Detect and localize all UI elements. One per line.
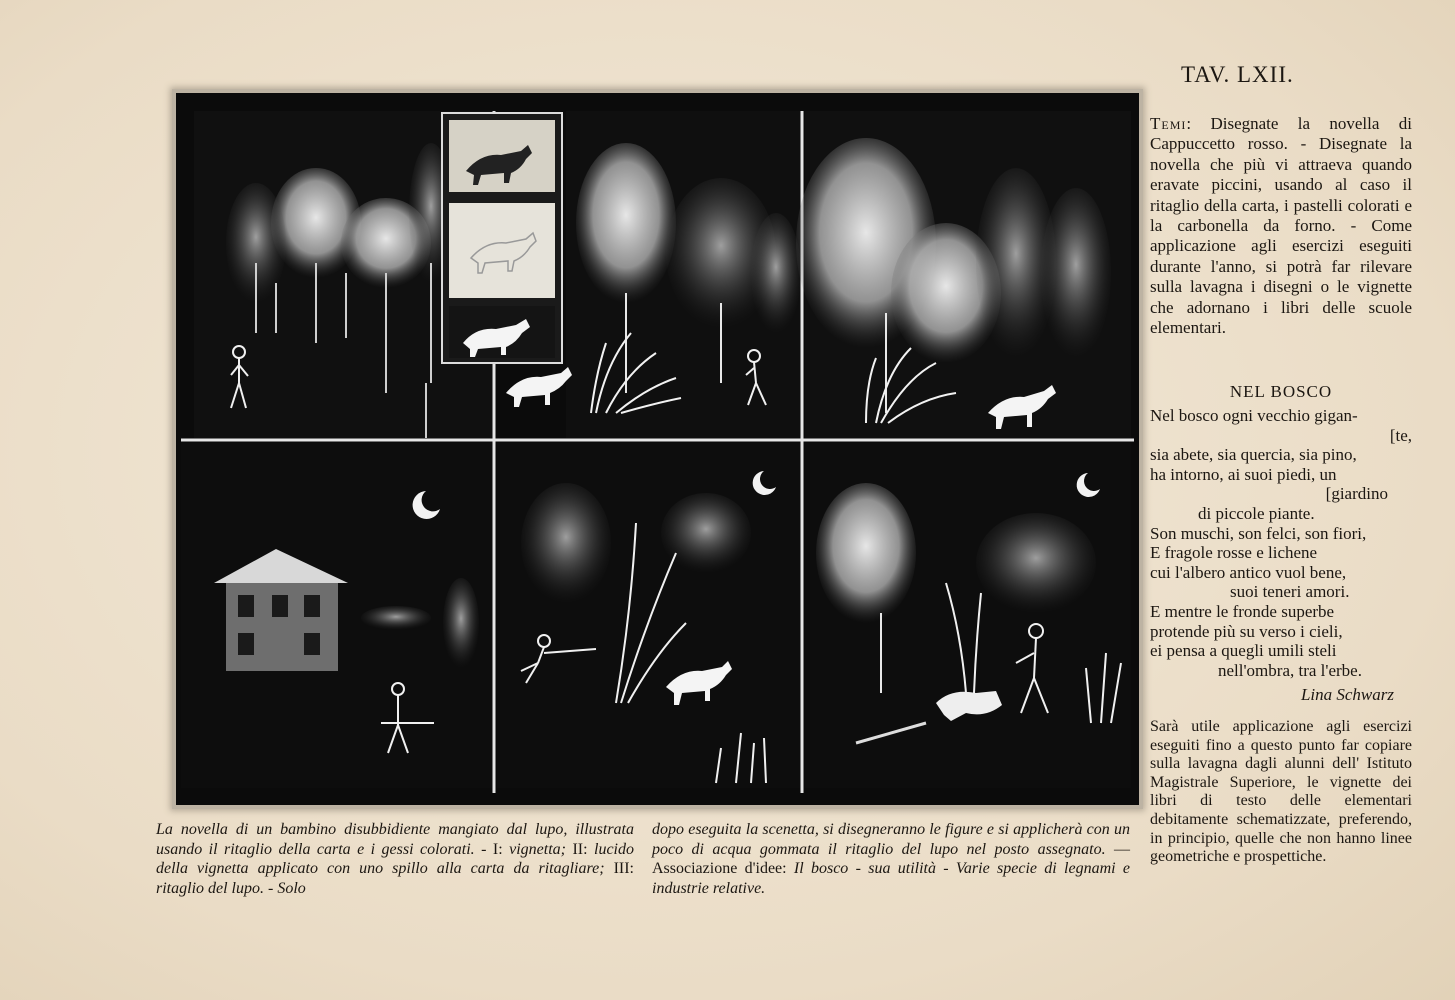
panel-5-hunter-wolf bbox=[497, 443, 800, 788]
poem-line: protende più su verso i cieli, bbox=[1150, 621, 1343, 641]
poem-line: [te, bbox=[1389, 425, 1412, 445]
poem-line: cui l'albero antico vuol bene, bbox=[1150, 562, 1347, 582]
caption-italic: dopo eseguita la scenetta, si disegneranno le figure e si applicherà con un poco di acqua gommata il ritaglio del lupo nel posto assegnato. bbox=[652, 821, 1130, 858]
caption-left-column bbox=[156, 820, 634, 898]
caption-text: III: bbox=[604, 860, 634, 877]
poem-line: nell'ombra, tra l'erbe. bbox=[1218, 660, 1362, 680]
caption-italic: Il bosco - sua utilità - Varie specie di legnami e industrie relative. bbox=[652, 860, 1130, 897]
caption-text: — Associazione d'idee: bbox=[652, 840, 1131, 877]
themes-label: Temi bbox=[1150, 114, 1187, 133]
poem-line: sia abete, sia quercia, sia pino, bbox=[1150, 445, 1357, 465]
poem-line: Nel bosco ogni vecchio gigan- bbox=[1150, 406, 1358, 425]
caption-italic: vignetta; bbox=[509, 840, 566, 858]
poem-line: Son muschi, son felci, son fiori, bbox=[1150, 523, 1367, 543]
poem-author: Lina Schwarz bbox=[1300, 685, 1394, 704]
poem-body bbox=[1150, 406, 1412, 680]
caption-italic: La novella di un bambino disubbidiente mangiato dal lupo, illustrata usando il ritaglio della carta e i gessi colorati. bbox=[156, 821, 634, 858]
themes-paragraph bbox=[1150, 114, 1412, 338]
poem-line: [giardino bbox=[1325, 484, 1388, 504]
themes-text: : Disegnate la novella di Cappuccetto rosso. - Disegnate la novella che più vi attraeva quando eravate piccini, usando al caso il ritaglio della carta, i pastelli colorati e la carbonella da forno. - Come applicazione agli esercizi eseguiti durante l'anno, si potrà far rilevare sulla lavagna i disegni o le vignette che adornano i libri delle scuole elementari. bbox=[1150, 114, 1412, 338]
chalk-drawing bbox=[176, 93, 1139, 805]
poem-line: E fragole rosse e lichene bbox=[1150, 543, 1318, 563]
wolf-tracing bbox=[449, 203, 555, 298]
caption-text: II: bbox=[566, 840, 594, 858]
blackboard-illustration bbox=[176, 93, 1139, 805]
panel-3-forest-wolf bbox=[796, 111, 1131, 438]
poem-line: ha intorno, ai suoi piedi, un bbox=[1150, 464, 1337, 484]
panel-4-house-moon bbox=[181, 443, 492, 788]
caption-italic: ritaglio del lupo. - Solo bbox=[156, 879, 306, 897]
caption-right-column bbox=[652, 820, 1130, 898]
application-paragraph: Sarà utile applicazione agli esercizi eseguiti fino a questo punto far copiare sulla lavagna dagli alunni dell' Istituto Magistrale Superiore, le vignette dei libri di testo delle elementari debitamente schematizzate, preferendo, in principio, quelle che non hanno linee geometriche e prospettiche. bbox=[1150, 718, 1412, 866]
caption-italic: lucido della vignetta applicato con uno spillo alla carta da ritagliare; bbox=[156, 840, 634, 877]
poem-line: E mentre le fronde superbe bbox=[1150, 601, 1335, 621]
poem-title: NEL BOSCO bbox=[1229, 382, 1333, 401]
poem-line: di piccole piante. bbox=[1198, 503, 1315, 523]
poem-line: ei pensa a quegli umili steli bbox=[1150, 641, 1337, 661]
plate-title: TAV. LXII. bbox=[1181, 62, 1294, 87]
poem-line: suoi teneri amori. bbox=[1230, 582, 1350, 602]
panel-6-wolf-shot bbox=[805, 443, 1131, 788]
caption-text: - I: bbox=[474, 840, 510, 858]
